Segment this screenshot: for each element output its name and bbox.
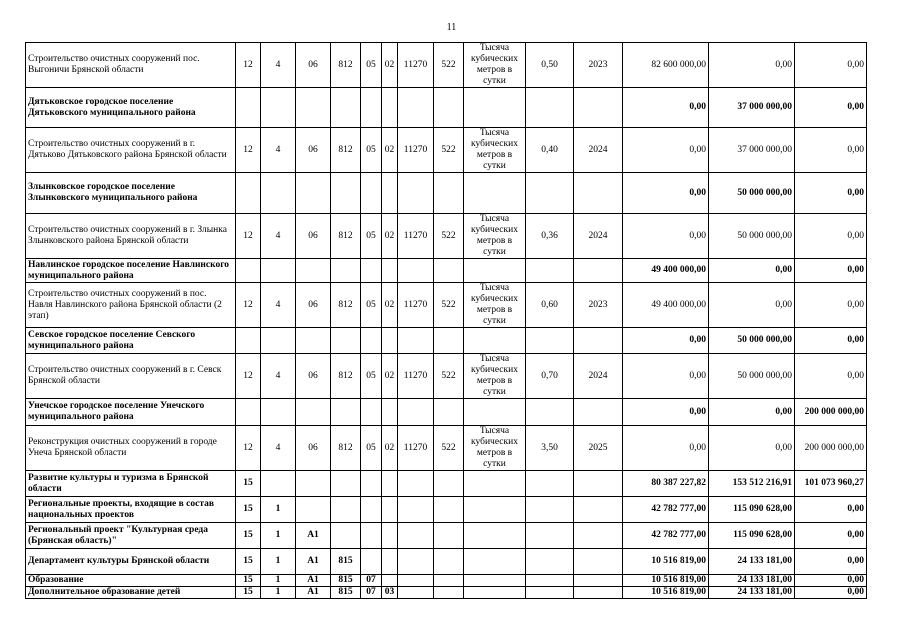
cell-amount-2: 0,00 (709, 399, 795, 426)
cell-year (574, 549, 623, 575)
cell-code-3 (296, 173, 331, 214)
cell-code-5: 07 (361, 575, 382, 587)
cell-code-5: 05 (361, 426, 382, 471)
cell-capacity: 0,70 (526, 354, 574, 399)
cell-code-2 (261, 399, 296, 426)
cell-unit (464, 399, 526, 426)
table-row (26, 328, 867, 354)
table-row (26, 214, 867, 259)
cell-code-6 (382, 575, 398, 587)
cell-code-2: 4 (261, 354, 296, 399)
cell-year (574, 523, 623, 549)
cell-code-1: 15 (236, 575, 261, 587)
cell-code-8 (434, 575, 464, 587)
cell-code-3: 06 (296, 128, 331, 173)
cell-amount-3: 0,00 (795, 497, 867, 523)
cell-code-5 (361, 549, 382, 575)
cell-code-3 (296, 88, 331, 128)
cell-code-3 (296, 328, 331, 354)
cell-code-2: 1 (261, 587, 296, 599)
cell-code-4 (331, 88, 361, 128)
cell-code-6 (382, 328, 398, 354)
cell-year (574, 328, 623, 354)
cell-code-6 (382, 173, 398, 214)
cell-code-1 (236, 88, 261, 128)
cell-code-7: 11270 (398, 43, 434, 88)
cell-year: 2025 (574, 426, 623, 471)
cell-capacity: 0,50 (526, 43, 574, 88)
cell-name: Дятьковское городское поселение Дятьковского муниципального района (26, 88, 236, 128)
cell-name: Развитие культуры и туризма в Брянской области (26, 471, 236, 497)
cell-capacity: 0,40 (526, 128, 574, 173)
cell-code-6: 02 (382, 43, 398, 88)
cell-year (574, 399, 623, 426)
cell-code-2: 4 (261, 43, 296, 88)
cell-code-2 (261, 88, 296, 128)
cell-code-7 (398, 328, 434, 354)
cell-amount-1: 80 387 227,82 (623, 471, 709, 497)
cell-name: Злынковское городское поселение Злынковского муниципального района (26, 173, 236, 214)
cell-code-7 (398, 88, 434, 128)
cell-amount-2: 0,00 (709, 43, 795, 88)
cell-amount-3: 0,00 (795, 43, 867, 88)
cell-code-1 (236, 399, 261, 426)
table-row (26, 426, 867, 471)
cell-name: Строительство очистных сооружений в г. Севск Брянской области (26, 354, 236, 399)
cell-code-7 (398, 549, 434, 575)
cell-amount-2: 37 000 000,00 (709, 128, 795, 173)
cell-capacity: 3,50 (526, 426, 574, 471)
table-row (26, 399, 867, 426)
cell-code-6: 02 (382, 214, 398, 259)
table-row (26, 471, 867, 497)
cell-code-8: 522 (434, 354, 464, 399)
cell-amount-3: 200 000 000,00 (795, 399, 867, 426)
cell-amount-1: 0,00 (623, 128, 709, 173)
cell-code-8 (434, 173, 464, 214)
cell-year (574, 575, 623, 587)
cell-name: Строительство очистных сооружений в г. Дятьково Дятьковского района Брянской области (26, 128, 236, 173)
cell-code-6 (382, 549, 398, 575)
cell-code-4: 815 (331, 549, 361, 575)
cell-year (574, 173, 623, 214)
cell-name: Унечское городское поселение Унечского муниципального района (26, 399, 236, 426)
cell-amount-2: 115 090 628,00 (709, 497, 795, 523)
cell-amount-1: 49 400 000,00 (623, 259, 709, 283)
cell-name: Региональные проекты, входящие в состав национальных проектов (26, 497, 236, 523)
cell-capacity (526, 173, 574, 214)
cell-unit: Тысяча кубических метров в сутки (464, 426, 526, 471)
cell-code-1 (236, 173, 261, 214)
cell-code-8 (434, 523, 464, 549)
table-row (26, 259, 867, 283)
cell-code-7 (398, 587, 434, 599)
cell-amount-1: 0,00 (623, 426, 709, 471)
cell-amount-3: 0,00 (795, 549, 867, 575)
cell-code-6 (382, 471, 398, 497)
cell-code-4: 815 (331, 587, 361, 599)
table-row (26, 549, 867, 575)
cell-name: Строительство очистных сооружений в пос. Навля Навлинского района Брянской области (2 этап) (26, 283, 236, 328)
cell-capacity (526, 471, 574, 497)
cell-capacity (526, 523, 574, 549)
cell-code-3: А1 (296, 575, 331, 587)
cell-amount-3: 200 000 000,00 (795, 426, 867, 471)
table-row (26, 523, 867, 549)
cell-code-6: 02 (382, 128, 398, 173)
cell-code-4: 812 (331, 426, 361, 471)
cell-amount-2: 50 000 000,00 (709, 214, 795, 259)
cell-code-5 (361, 328, 382, 354)
cell-code-3: А1 (296, 587, 331, 599)
cell-code-8: 522 (434, 283, 464, 328)
cell-code-7: 11270 (398, 214, 434, 259)
cell-code-8 (434, 328, 464, 354)
cell-unit: Тысяча кубических метров в сутки (464, 43, 526, 88)
cell-year (574, 259, 623, 283)
cell-code-7: 11270 (398, 426, 434, 471)
cell-code-1: 15 (236, 523, 261, 549)
cell-code-2 (261, 328, 296, 354)
cell-unit (464, 523, 526, 549)
cell-code-1: 12 (236, 128, 261, 173)
cell-code-4 (331, 471, 361, 497)
cell-amount-3: 0,00 (795, 88, 867, 128)
cell-amount-1: 82 600 000,00 (623, 43, 709, 88)
cell-code-2: 4 (261, 283, 296, 328)
cell-code-3: 06 (296, 354, 331, 399)
cell-code-3 (296, 471, 331, 497)
cell-code-7 (398, 399, 434, 426)
cell-code-8: 522 (434, 426, 464, 471)
cell-code-5 (361, 88, 382, 128)
cell-code-1: 15 (236, 587, 261, 599)
cell-unit: Тысяча кубических метров в сутки (464, 128, 526, 173)
cell-year (574, 587, 623, 599)
cell-amount-1: 0,00 (623, 354, 709, 399)
page-number: 11 (446, 22, 457, 33)
cell-code-1: 12 (236, 283, 261, 328)
cell-code-4: 812 (331, 214, 361, 259)
cell-name: Реконструкция очистных сооружений в городе Унеча Брянской области (26, 426, 236, 471)
cell-code-6 (382, 259, 398, 283)
cell-name: Дополнительное образование детей (26, 587, 236, 599)
cell-name: Навлинское городское поселение Навлинского муниципального района (26, 259, 236, 283)
cell-code-4 (331, 328, 361, 354)
cell-unit (464, 259, 526, 283)
cell-code-1: 15 (236, 471, 261, 497)
cell-code-8: 522 (434, 214, 464, 259)
cell-amount-3: 0,00 (795, 587, 867, 599)
cell-code-1: 12 (236, 354, 261, 399)
cell-code-8 (434, 88, 464, 128)
cell-code-1: 12 (236, 43, 261, 88)
cell-code-2: 1 (261, 575, 296, 587)
cell-code-8 (434, 399, 464, 426)
cell-code-7: 11270 (398, 354, 434, 399)
cell-amount-1: 10 516 819,00 (623, 575, 709, 587)
cell-year: 2023 (574, 283, 623, 328)
table-row (26, 88, 867, 128)
cell-code-3: 06 (296, 283, 331, 328)
cell-capacity (526, 328, 574, 354)
cell-code-6: 03 (382, 587, 398, 599)
cell-amount-3: 0,00 (795, 214, 867, 259)
cell-year: 2024 (574, 214, 623, 259)
cell-amount-3: 0,00 (795, 354, 867, 399)
cell-amount-1: 0,00 (623, 214, 709, 259)
cell-amount-3: 0,00 (795, 328, 867, 354)
cell-code-3: 06 (296, 214, 331, 259)
cell-code-3: А1 (296, 549, 331, 575)
cell-code-5: 05 (361, 43, 382, 88)
cell-code-5 (361, 497, 382, 523)
cell-capacity: 0,60 (526, 283, 574, 328)
cell-code-8 (434, 549, 464, 575)
table-row (26, 497, 867, 523)
cell-amount-2: 24 133 181,00 (709, 549, 795, 575)
cell-code-7 (398, 523, 434, 549)
table-row (26, 575, 867, 587)
cell-amount-1: 10 516 819,00 (623, 587, 709, 599)
cell-code-2: 4 (261, 214, 296, 259)
cell-capacity (526, 497, 574, 523)
cell-unit: Тысяча кубических метров в сутки (464, 354, 526, 399)
cell-capacity (526, 587, 574, 599)
cell-code-8 (434, 471, 464, 497)
cell-year: 2024 (574, 354, 623, 399)
cell-amount-1: 0,00 (623, 88, 709, 128)
cell-code-2: 1 (261, 523, 296, 549)
cell-code-7 (398, 173, 434, 214)
cell-amount-3: 101 073 960,27 (795, 471, 867, 497)
cell-code-7 (398, 497, 434, 523)
cell-capacity (526, 575, 574, 587)
cell-unit (464, 587, 526, 599)
cell-code-5: 05 (361, 214, 382, 259)
cell-capacity (526, 259, 574, 283)
cell-unit (464, 549, 526, 575)
cell-code-6: 02 (382, 354, 398, 399)
cell-code-6 (382, 88, 398, 128)
cell-amount-3: 0,00 (795, 575, 867, 587)
cell-code-4: 815 (331, 575, 361, 587)
cell-code-7: 11270 (398, 128, 434, 173)
cell-name: Строительство очистных сооружений в г. Злынка Злынковского района Брянской области (26, 214, 236, 259)
cell-year (574, 471, 623, 497)
cell-code-4: 812 (331, 354, 361, 399)
cell-amount-2: 153 512 216,91 (709, 471, 795, 497)
cell-amount-1: 0,00 (623, 173, 709, 214)
cell-amount-2: 24 133 181,00 (709, 587, 795, 599)
cell-code-3 (296, 259, 331, 283)
cell-code-2: 4 (261, 128, 296, 173)
cell-amount-3: 0,00 (795, 283, 867, 328)
cell-code-3 (296, 497, 331, 523)
cell-amount-2: 0,00 (709, 283, 795, 328)
cell-code-2: 1 (261, 549, 296, 575)
cell-unit (464, 471, 526, 497)
cell-code-5: 07 (361, 587, 382, 599)
cell-code-5 (361, 173, 382, 214)
cell-amount-2: 50 000 000,00 (709, 354, 795, 399)
cell-code-1: 12 (236, 214, 261, 259)
cell-code-2: 1 (261, 497, 296, 523)
cell-code-6: 02 (382, 426, 398, 471)
cell-code-8: 522 (434, 128, 464, 173)
table-row (26, 587, 867, 599)
cell-name: Севское городское поселение Севского муниципального района (26, 328, 236, 354)
cell-capacity: 0,36 (526, 214, 574, 259)
cell-code-8 (434, 259, 464, 283)
cell-amount-2: 24 133 181,00 (709, 575, 795, 587)
cell-capacity (526, 549, 574, 575)
cell-name: Департамент культуры Брянской области (26, 549, 236, 575)
cell-code-5 (361, 259, 382, 283)
cell-amount-1: 42 782 777,00 (623, 497, 709, 523)
cell-code-5: 05 (361, 283, 382, 328)
table-row (26, 173, 867, 214)
cell-code-5 (361, 471, 382, 497)
cell-code-7 (398, 259, 434, 283)
cell-code-3 (296, 399, 331, 426)
cell-name: Образование (26, 575, 236, 587)
cell-code-7: 11270 (398, 283, 434, 328)
cell-code-6 (382, 497, 398, 523)
cell-code-6: 02 (382, 283, 398, 328)
cell-code-4 (331, 399, 361, 426)
cell-code-6 (382, 523, 398, 549)
table-row (26, 43, 867, 88)
cell-code-7 (398, 471, 434, 497)
cell-code-1 (236, 259, 261, 283)
cell-code-1: 15 (236, 549, 261, 575)
cell-code-2 (261, 173, 296, 214)
cell-amount-1: 0,00 (623, 328, 709, 354)
cell-code-4 (331, 173, 361, 214)
cell-code-2 (261, 471, 296, 497)
cell-amount-1: 42 782 777,00 (623, 523, 709, 549)
cell-amount-2: 50 000 000,00 (709, 173, 795, 214)
cell-unit: Тысяча кубических метров в сутки (464, 214, 526, 259)
cell-unit (464, 173, 526, 214)
cell-code-5 (361, 523, 382, 549)
cell-code-2: 4 (261, 426, 296, 471)
cell-code-8 (434, 587, 464, 599)
cell-amount-1: 0,00 (623, 399, 709, 426)
cell-capacity (526, 399, 574, 426)
cell-code-5: 05 (361, 128, 382, 173)
table-row (26, 283, 867, 328)
cell-year: 2024 (574, 128, 623, 173)
cell-amount-1: 49 400 000,00 (623, 283, 709, 328)
cell-code-3: 06 (296, 43, 331, 88)
cell-name: Региональный проект "Культурная среда (Брянская область)" (26, 523, 236, 549)
cell-amount-1: 10 516 819,00 (623, 549, 709, 575)
cell-code-4 (331, 497, 361, 523)
cell-amount-2: 0,00 (709, 426, 795, 471)
cell-code-5 (361, 399, 382, 426)
cell-code-1 (236, 328, 261, 354)
cell-amount-2: 0,00 (709, 259, 795, 283)
budget-table (25, 42, 867, 599)
cell-amount-2: 115 090 628,00 (709, 523, 795, 549)
cell-code-1: 15 (236, 497, 261, 523)
cell-code-3: А1 (296, 523, 331, 549)
cell-amount-2: 50 000 000,00 (709, 328, 795, 354)
cell-year (574, 497, 623, 523)
table-row (26, 354, 867, 399)
cell-amount-3: 0,00 (795, 173, 867, 214)
cell-year: 2023 (574, 43, 623, 88)
cell-unit (464, 88, 526, 128)
table-row (26, 128, 867, 173)
cell-code-6 (382, 399, 398, 426)
cell-code-4: 812 (331, 43, 361, 88)
cell-code-2 (261, 259, 296, 283)
cell-code-4 (331, 259, 361, 283)
cell-unit: Тысяча кубических метров в сутки (464, 283, 526, 328)
cell-amount-2: 37 000 000,00 (709, 88, 795, 128)
cell-unit (464, 497, 526, 523)
cell-year (574, 88, 623, 128)
cell-code-1: 12 (236, 426, 261, 471)
cell-amount-3: 0,00 (795, 523, 867, 549)
cell-name: Строительство очистных сооружений пос. Выгоничи Брянской области (26, 43, 236, 88)
cell-code-5: 05 (361, 354, 382, 399)
cell-code-4: 812 (331, 283, 361, 328)
cell-code-4 (331, 523, 361, 549)
cell-code-7 (398, 575, 434, 587)
cell-code-8 (434, 497, 464, 523)
cell-code-8: 522 (434, 43, 464, 88)
cell-unit (464, 575, 526, 587)
cell-amount-3: 0,00 (795, 259, 867, 283)
cell-code-4: 812 (331, 128, 361, 173)
cell-unit (464, 328, 526, 354)
cell-code-3: 06 (296, 426, 331, 471)
cell-capacity (526, 88, 574, 128)
cell-amount-3: 0,00 (795, 128, 867, 173)
